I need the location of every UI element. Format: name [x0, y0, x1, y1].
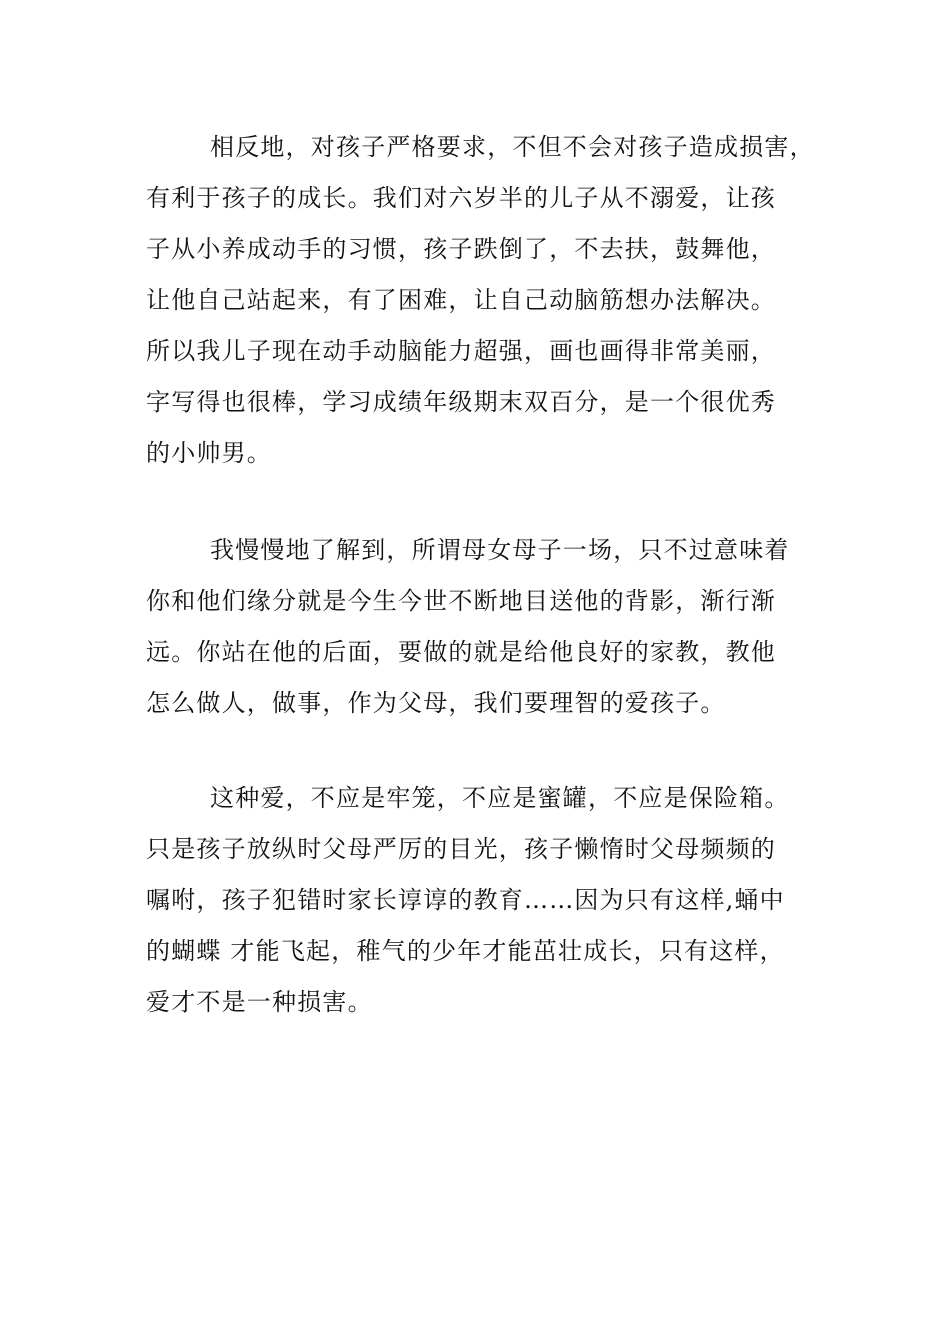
text-line: 你和他们缘分就是今生今世不断地目送他的背影，渐行渐 [146, 587, 776, 615]
text-line: 子从小养成动手的习惯，孩子跌倒了，不去扶，鼓舞他， [146, 235, 776, 263]
text-line: 有利于孩子的成长。我们对六岁半的儿子从不溺爱，让孩 [146, 184, 776, 212]
text-line: 字写得也很棒，学习成绩年级期末双百分，是一个很优秀 [146, 388, 776, 416]
text-line: 远。你站在他的后面，要做的就是给他良好的家教，教他 [146, 638, 776, 666]
text-line: 这种爱，不应是牢笼，不应是蜜罐，不应是保险箱。 [210, 784, 790, 812]
text-line: 的小帅男。 [146, 439, 272, 467]
text-line: 所以我儿子现在动手动脑能力超强，画也画得非常美丽， [146, 337, 776, 365]
text-line: 嘱咐，孩子犯错时家长谆谆的教育……因为只有这样,蛹中 [146, 886, 785, 914]
text-line: 的蝴蝶 才能飞起，稚气的少年才能茁壮成长，只有这样， [146, 937, 785, 965]
text-line: 怎么做人，做事，作为父母，我们要理智的爱孩子。 [146, 689, 726, 717]
text-line: 我慢慢地了解到，所谓母女母子一场，只不过意味着 [210, 536, 790, 564]
text-line: 相反地，对孩子严格要求，不但不会对孩子造成损害， [210, 133, 815, 161]
text-line: 爱才不是一种损害。 [146, 988, 373, 1016]
text-line: 让他自己站起来，有了困难，让自己动脑筋想办法解决。 [146, 286, 776, 314]
text-line: 只是孩子放纵时父母严厉的目光，孩子懒惰时父母频频的 [146, 835, 776, 863]
